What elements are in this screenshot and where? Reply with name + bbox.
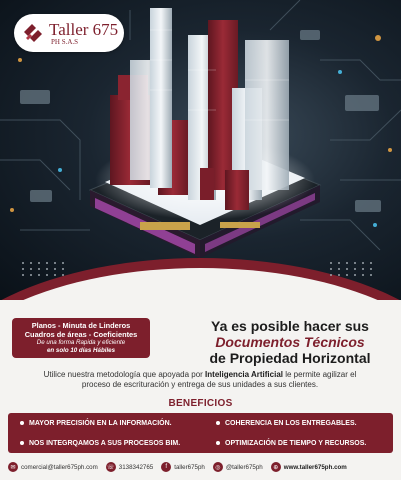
contact-email-text: comercial@taller675ph.com — [21, 463, 98, 471]
contact-email[interactable] — [8, 462, 98, 472]
benefit-label: OPTIMIZACIÓN DE TIEMPO Y RECURSOS. — [225, 439, 367, 447]
contact-instagram-text: @taller675ph — [225, 463, 263, 471]
contact-phone-text: 3138342765 — [118, 463, 154, 471]
bullet-icon — [20, 421, 24, 425]
contact-instagram[interactable] — [213, 462, 263, 472]
benefit-item — [204, 413, 393, 433]
benefits-panel — [8, 413, 393, 453]
dot-pattern-right — [330, 262, 374, 276]
contact-facebook[interactable] — [161, 462, 205, 472]
company-logo — [14, 14, 124, 52]
benefit-label: NOS INTEGRQAMOS A SUS PROCESOS BIM. — [29, 439, 181, 447]
benefit-item — [8, 413, 204, 433]
services-line-1: Planos - Minuta de Linderos — [31, 321, 131, 330]
bullet-icon — [216, 441, 220, 445]
contact-web[interactable] — [271, 462, 347, 472]
services-line-3: De una forma Rapida y eficiente — [36, 339, 126, 346]
logo-name: Taller 675 — [49, 19, 119, 39]
services-line-4: en solo 10 días Hábiles — [46, 347, 116, 354]
services-line-2: Cuadros de áreas - Coeficientes — [24, 330, 138, 339]
headline — [185, 318, 395, 366]
benefits-title: BENEFICIOS — [168, 398, 233, 409]
contact-bar — [8, 460, 393, 474]
contact-facebook-text: taller675ph — [174, 463, 205, 471]
intro-text-pre: Utilice nuestra metodología que apoyada por — [43, 370, 206, 379]
logo-subtitle: PH S.A.S — [51, 37, 79, 46]
benefit-label: COHERENCIA EN LOS ENTREGABLES. — [225, 419, 357, 427]
bullet-icon — [20, 441, 24, 445]
bullet-icon — [216, 421, 220, 425]
intro-paragraph — [40, 370, 360, 390]
benefit-item — [8, 433, 204, 453]
dot-pattern-left — [22, 262, 66, 276]
whatsapp-icon: ☏ — [106, 462, 116, 472]
facebook-icon: f — [161, 462, 171, 472]
web-icon: ⊕ — [271, 462, 281, 472]
intro-text-post: le permite agilizar el proceso de escrituración y entrega de sus unidades a sus clientes. — [81, 370, 357, 389]
benefit-label: MAYOR PRECISIÓN EN LA INFORMACIÓN. — [29, 419, 172, 427]
benefit-item — [204, 433, 393, 453]
headline-line-2: Documentos Técnicos — [215, 334, 365, 350]
contact-web-text: www.taller675ph.com — [283, 463, 347, 471]
logo-mark-icon — [22, 22, 44, 44]
instagram-icon: ◎ — [213, 462, 223, 472]
headline-line-3: de Propiedad Horizontal — [209, 350, 371, 366]
contact-phone[interactable] — [106, 462, 153, 472]
headline-line-1: Ya es posible hacer sus — [211, 318, 369, 334]
services-box — [12, 318, 150, 358]
email-icon: ✉ — [8, 462, 18, 472]
intro-text-bold: Inteligencia Artificial — [205, 370, 283, 379]
